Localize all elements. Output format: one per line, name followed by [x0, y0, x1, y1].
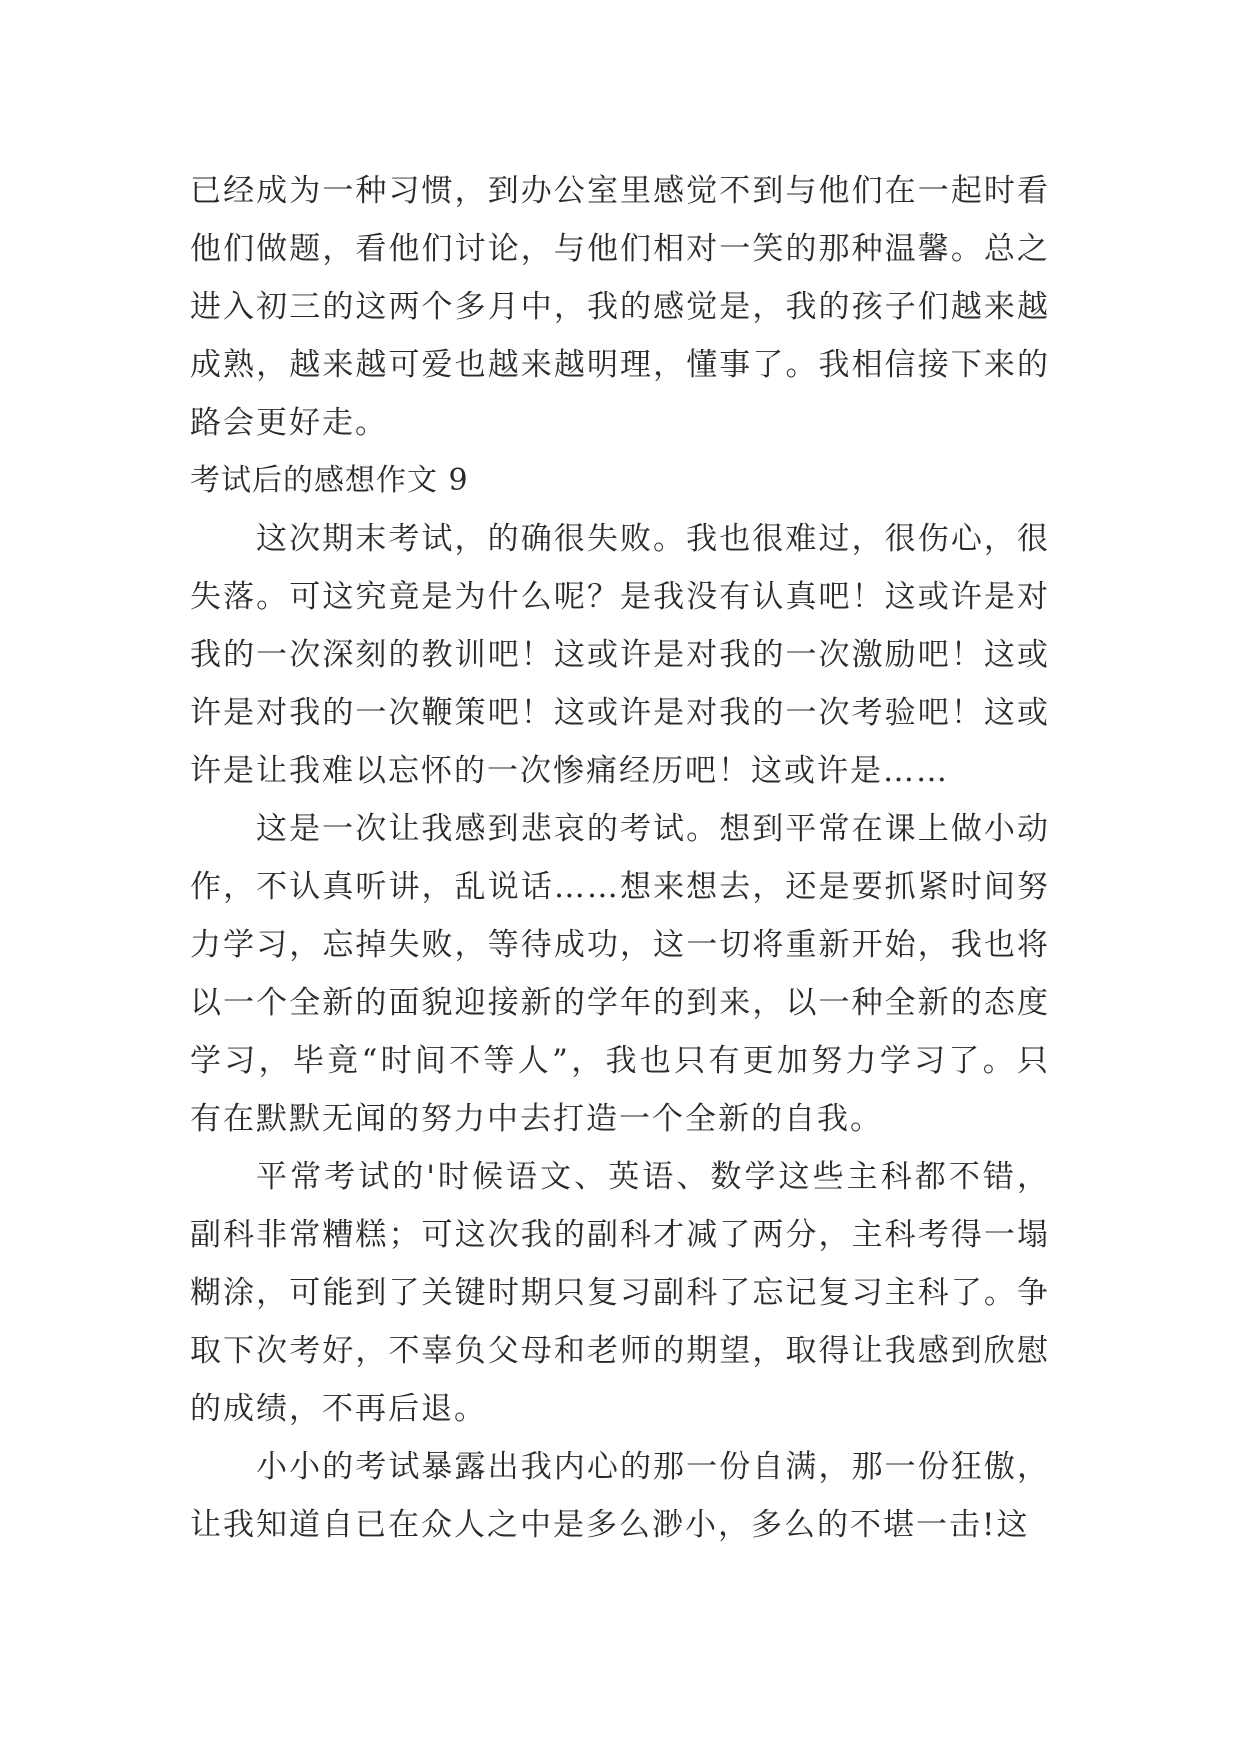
document-body: [190, 162, 1050, 1554]
paragraph-4: 小小的考试暴露出我内心的那一份自满，那一份狂傲，让我知道自已在众人之中是多么渺小，多么的不堪一击!这: [190, 1449, 1050, 1543]
continued-paragraph: 已经成为一种习惯，到办公室里感觉不到与他们在一起时看他们做题，看他们讨论，与他们相对一笑的那种温馨。总之进入初三的这两个多月中，我的感觉是，我的孩子们越来越成熟，越来越可爱也越来越明理，懂事了。我相信接下来的路会更好走。: [190, 173, 1050, 441]
paragraph-3: 平常考试的'时候语文、英语、数学这些主科都不错，副科非常糟糕；可这次我的副科才减了两分，主科考得一塌糊涂，可能到了关键时期只复习副科了忘记复习主科了。争取下次考好，不辜负父母和老师的期望，取得让我感到欣慰的成绩，不再后退。: [190, 1159, 1050, 1427]
section-title: 考试后的感想作文 9: [190, 463, 469, 498]
paragraph-2: 这是一次让我感到悲哀的考试。想到平常在课上做小动作，不认真听讲，乱说话……想来想去，还是要抓紧时间努力学习，忘掉失败，等待成功，这一切将重新开始，我也将以一个全新的面貌迎接新的学年的到来，以一种全新的态度学习，毕竟“时间不等人”，我也只有更加努力学习了。只有在默默无闻的努力中去打造一个全新的自我。: [190, 811, 1050, 1137]
paragraph-1: 这次期末考试，的确很失败。我也很难过，很伤心，很失落。可这究竟是为什么呢？是我没有认真吧！这或许是对我的一次深刻的教训吧！这或许是对我的一次激励吧！这或许是对我的一次鞭策吧！这或许是对我的一次考验吧！这或许是让我难以忘怀的一次惨痛经历吧！这或许是……: [190, 521, 1050, 789]
